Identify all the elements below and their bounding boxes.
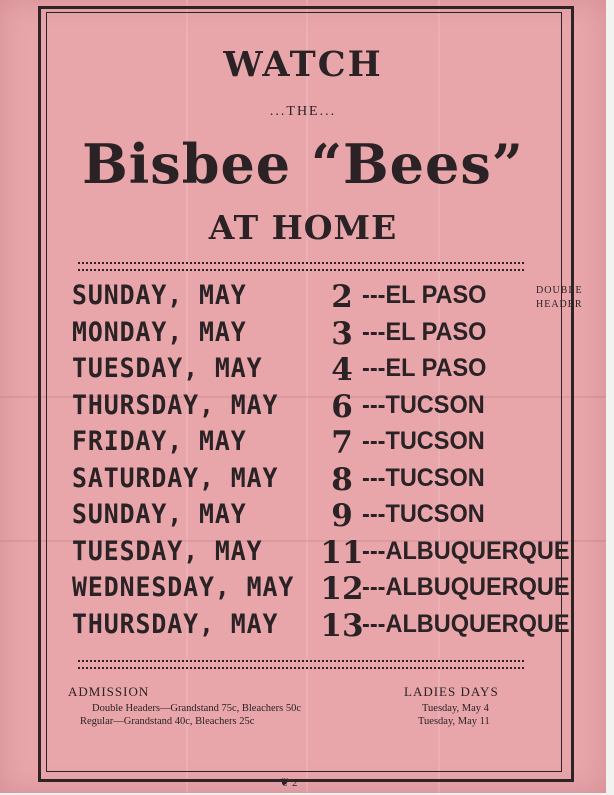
schedule-day: WEDNESDAY, MAY — [72, 572, 295, 603]
note-line: DOUBLE — [536, 285, 583, 296]
schedule-date: 6 — [331, 388, 353, 425]
ornament-icon: ❦ — [280, 777, 292, 789]
schedule-opponent: ---TUCSON — [362, 500, 485, 528]
watch-heading: WATCH — [223, 44, 383, 85]
top-dotted-rule — [78, 262, 524, 271]
schedule-date: 12 — [320, 571, 364, 607]
at-home-heading: AT HOME — [208, 208, 398, 247]
schedule-row — [72, 279, 583, 317]
schedule-row — [72, 534, 570, 573]
schedule-date: 13 — [320, 607, 364, 644]
schedule-day: SUNDAY, MAY — [72, 280, 247, 311]
schedule-day: TUESDAY, MAY — [72, 353, 263, 384]
admission-heading: ADMISSION — [68, 684, 150, 699]
schedule-day: TUESDAY, MAY — [72, 535, 263, 567]
printer-mark — [280, 776, 297, 789]
schedule-row — [72, 426, 532, 463]
schedule-row — [72, 463, 532, 500]
schedule-date: 3 — [331, 315, 353, 352]
schedule-opponent: ---TUCSON — [362, 463, 485, 492]
schedule-day: MONDAY, MAY — [72, 316, 247, 348]
bottom-dotted-rule — [78, 660, 524, 669]
schedule-day: SATURDAY, MAY — [72, 462, 279, 494]
double-header-note — [536, 284, 583, 312]
schedule-opponent: ---TUCSON — [362, 427, 485, 455]
schedule-date: 7 — [331, 425, 353, 461]
team-title: Bisbee “Bees” — [82, 132, 524, 196]
the-subheading: ...THE... — [269, 104, 337, 119]
note-line: HEADER — [536, 299, 583, 310]
schedule-row — [72, 571, 570, 609]
schedule-opponent: ---EL PASO — [362, 281, 487, 309]
schedule-row — [72, 390, 532, 427]
schedule-opponent: ---ALBUQUERQUE — [362, 536, 570, 565]
game-schedule — [72, 279, 583, 645]
schedule-date: 11 — [320, 534, 364, 571]
schedule-opponent: ---EL PASO — [362, 317, 487, 346]
schedule-date: 9 — [331, 498, 353, 534]
schedule-opponent: ---ALBUQUERQUE — [362, 609, 570, 638]
schedule-day: THURSDAY, MAY — [72, 389, 279, 421]
schedule-row — [72, 607, 570, 646]
schedule-day: SUNDAY, MAY — [72, 499, 247, 530]
schedule-opponent: ---TUCSON — [362, 390, 485, 419]
admission-double-headers: Double Headers—Grandstand 75c, Bleachers 50c — [92, 703, 302, 714]
ladies-day-date: Tuesday, May 4 — [422, 703, 489, 714]
schedule-date: 4 — [331, 352, 353, 388]
ladies-day-date: Tuesday, May 11 — [418, 716, 490, 727]
schedule-row — [72, 499, 532, 536]
schedule-date: 2 — [331, 279, 353, 315]
schedule-opponent: ---EL PASO — [362, 354, 487, 382]
schedule-row — [72, 353, 532, 390]
schedule-opponent: ---ALBUQUERQUE — [362, 573, 570, 601]
schedule-day: FRIDAY, MAY — [72, 426, 247, 457]
schedule-row — [72, 317, 532, 354]
printer-mark-number: 2 — [291, 777, 298, 789]
schedule-date: 8 — [331, 461, 353, 498]
schedule-day: THURSDAY, MAY — [72, 608, 279, 640]
ladies-days-heading: LADIES DAYS — [404, 684, 499, 699]
admission-regular: Regular—Grandstand 40c, Bleachers 25c — [80, 716, 255, 727]
